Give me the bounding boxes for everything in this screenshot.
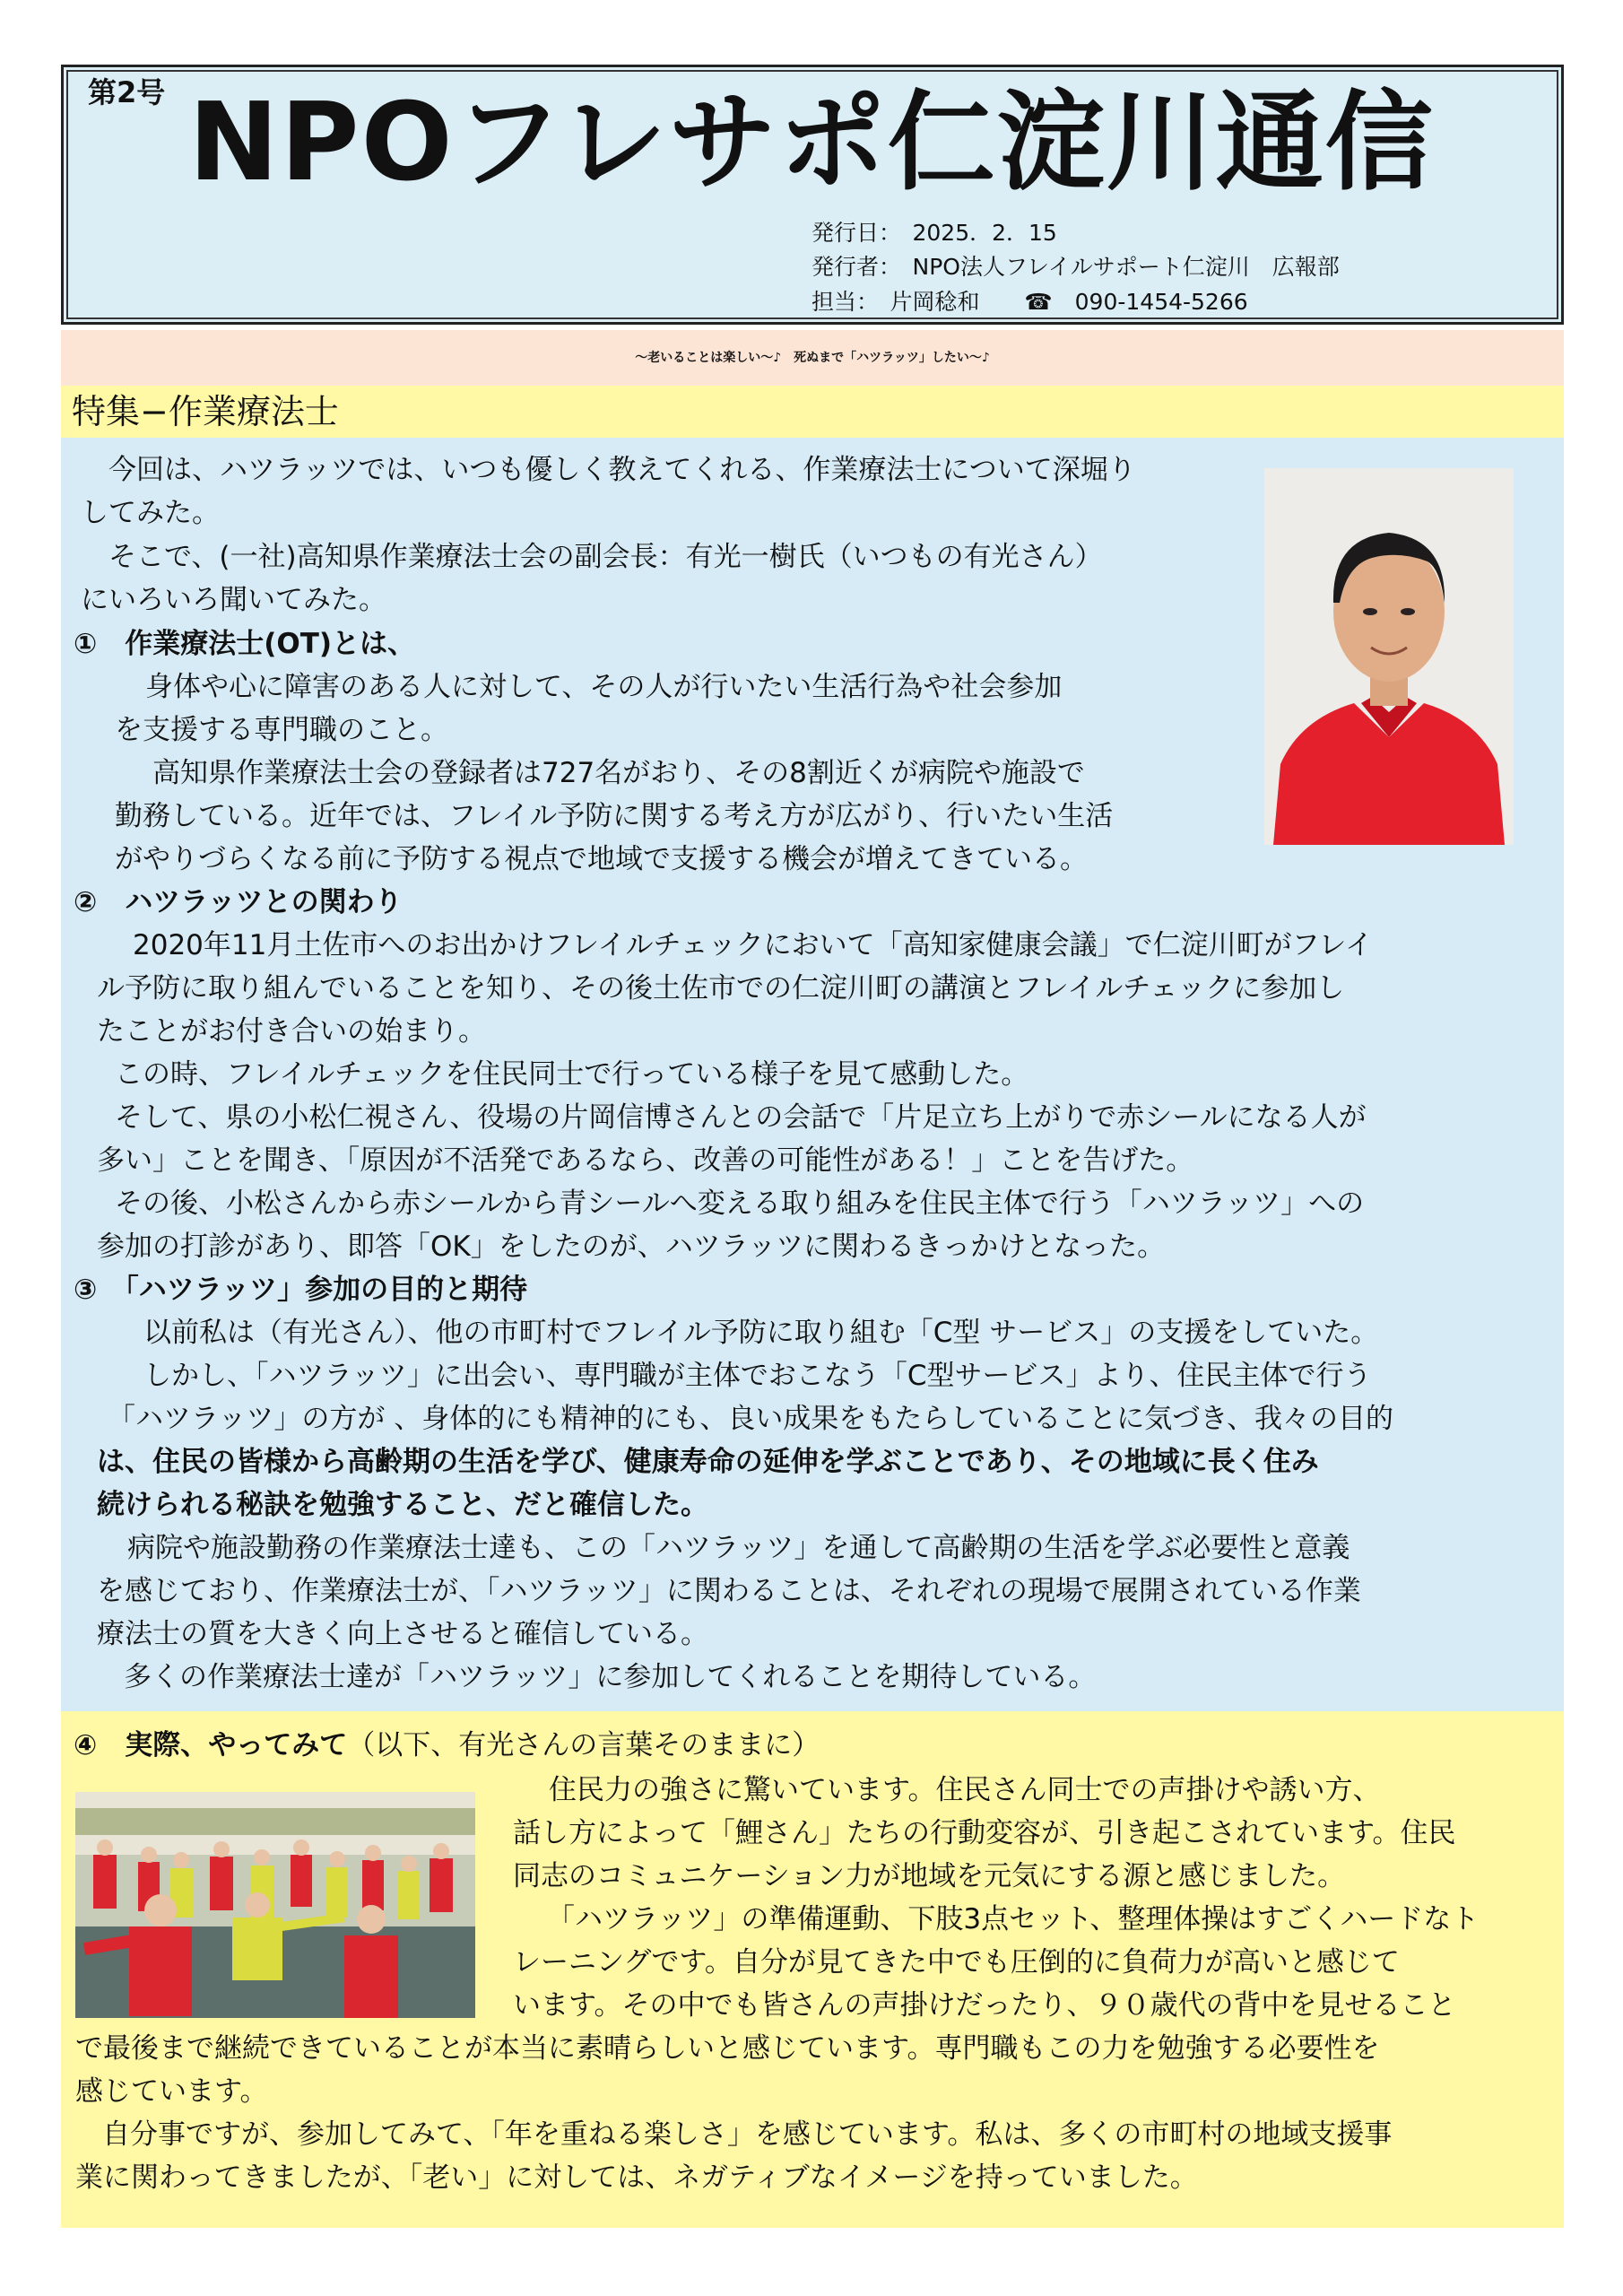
section3-line: しかし、「ハツラッツ」に出会い、専門職が主体でおこなう「C型サービス」より、住民主体で行う xyxy=(143,1360,1372,1392)
section4-line: 話し方によって「鯉さん」たちの行動変容が、引き起こされています。住民 xyxy=(513,1817,1456,1849)
section2-line: 参加の打診があり、即答「OK」をしたのが、ハツラッツに関わるきっかけとなった。 xyxy=(97,1231,1166,1263)
section2-line: その後、小松さんから赤シールから青シールへ変える取り組みを住民主体で行う「ハツラッツ」への xyxy=(115,1187,1365,1220)
section1-line: 身体や心に障害のある人に対して、その人が行いたい生活行為や社会参加 xyxy=(145,671,1063,703)
section1-line: がやりづらくなる前に予防する視点で地域で支援する機会が増えてきている。 xyxy=(115,843,1088,875)
intro-line: してみた。 xyxy=(81,497,220,529)
section4-line: 自分事ですが、参加してみて、「年を重ねる楽しさ」を感じています。私は、多くの市町村の地域支援事 xyxy=(102,2118,1393,2151)
portrait-illustration xyxy=(1264,468,1514,845)
section2-line: ル予防に取り組んでいることを知り、その後土佐市での仁淀川町の講演とフレイルチェックに参加し xyxy=(97,972,1345,1004)
section2-line: 2020年11月土佐市へのお出かけフレイルチェックにおいて「高知家健康会議」で仁淀川町がフレイ xyxy=(133,929,1373,961)
section1-heading: ① 作業療法士(OT)とは、 xyxy=(74,628,416,660)
section3-line: 「ハツラッツ」の方が 、身体的にも精神的にも、良い成果をもたらしていることに気づき、我々の目的 xyxy=(108,1403,1393,1435)
feature-title: 特集−作業療法士 xyxy=(61,386,1564,438)
section3-line: 続けられる秘訣を勉強すること、だと確信した。 xyxy=(97,1489,708,1521)
section2-line: たことがお付き合いの始まり。 xyxy=(97,1015,486,1048)
section3-line: は、住民の皆様から高齢期の生活を学び、健康寿命の延伸を学ぶことであり、その地域に長く住み xyxy=(97,1446,1319,1478)
section4-line: 業に関わってきましたが、「老い」に対しては、ネガティブなイメージを持っていました。 xyxy=(75,2161,1198,2194)
intro-line: そこで、(一社)高知県作業療法士会の副会長：有光一樹氏（いつもの有光さん） xyxy=(81,541,1103,573)
exercise-group-photo xyxy=(75,1792,475,2018)
section2-line: そして、県の小松仁視さん、役場の片岡信博さんとの会話で「片足立ち上がりで赤シールになる人が xyxy=(115,1101,1367,1134)
section3-heading: ③ 「ハツラッツ」参加の目的と期待 xyxy=(74,1274,528,1306)
section1-line: 高知県作業療法士会の登録者は727名がおり、その8割近くが病院や施設で xyxy=(152,757,1085,789)
section4-heading-row xyxy=(74,1729,820,1762)
contact: 担当： 片岡稔和 ☎ 090-1454-5266 xyxy=(812,289,1248,315)
section4-line: 「ハツラッツ」の準備運動、下肢3点セット、整理体操はすごくハードなト xyxy=(547,1903,1480,1935)
section1-line: を支援する専門職のこと。 xyxy=(115,714,448,746)
section3-line: 多くの作業療法士達が「ハツラッツ」に参加してくれることを期待している。 xyxy=(124,1661,1097,1693)
publisher: 発行者： NPO法人フレイルサポート仁淀川 広報部 xyxy=(812,254,1340,280)
section3-line: を感じており、作業療法士が、「ハツラッツ」に関わることは、それぞれの現場で展開されている作業 xyxy=(97,1575,1361,1607)
tagline: ～老いることは楽しい～♪ 死ぬまで「ハツラッツ」したい～♪ xyxy=(61,330,1564,386)
section4-heading-note: （以下、有光さんの言葉そのままに） xyxy=(347,1729,820,1761)
section4-line: レーニングです。自分が見てきた中でも圧倒的に負荷力が高いと感じて xyxy=(513,1946,1400,1979)
section4-line: います。その中でも皆さんの声掛けだったり、９０歳代の背中を見せること xyxy=(513,1989,1456,2022)
section4-line: 住民力の強さに驚いています。住民さん同士での声掛けや誘い方、 xyxy=(549,1774,1381,1806)
section3-line: 療法士の質を大きく向上させると確信している。 xyxy=(97,1618,708,1650)
section3-line: 病院や施設勤務の作業療法士達も、この「ハツラッツ」を通して高齢期の生活を学ぶ必要性と意義 xyxy=(127,1532,1350,1564)
section4-line: で最後まで継続できていることが本当に素晴らしいと感じています。専門職もこの力を勉強する必要性を xyxy=(75,2032,1380,2065)
portrait-photo xyxy=(1264,468,1514,845)
section4-line: 感じています。 xyxy=(75,2075,268,2108)
section3-line: 以前私は（有光さん）、他の市町村でフレイル予防に取り組む「C型 サービス」の支援をしていた。 xyxy=(143,1317,1379,1349)
publish-date: 発行日： 2025．2．15 xyxy=(812,220,1057,246)
intro-line: 今回は、ハツラッツでは、いつも優しく教えてくれる、作業療法士について深堀り xyxy=(81,454,1136,486)
section2-line: この時、フレイルチェックを住民同士で行っている様子を見て感動した。 xyxy=(115,1058,1029,1091)
section2-heading: ② ハツラッツとの関わり xyxy=(74,886,403,918)
intro-line: にいろいろ聞いてみた。 xyxy=(81,584,386,616)
exercise-class-illustration xyxy=(75,1792,475,2018)
section2-line: 多い」ことを聞き、「原因が不活発であるなら、改善の可能性がある！」ことを告げた。 xyxy=(97,1144,1194,1177)
newsletter-title: NPOフレサポ仁淀川通信 xyxy=(188,81,1435,205)
issue-number: 第2号 xyxy=(88,75,166,109)
section4-heading: ④ 実際、やってみて xyxy=(74,1729,348,1761)
section1-line: 勤務している。近年では、フレイル予防に関する考え方が広がり、行いたい生活 xyxy=(115,800,1114,832)
section4-line: 同志のコミュニケーション力が地域を元気にする源と感じました。 xyxy=(513,1860,1346,1892)
